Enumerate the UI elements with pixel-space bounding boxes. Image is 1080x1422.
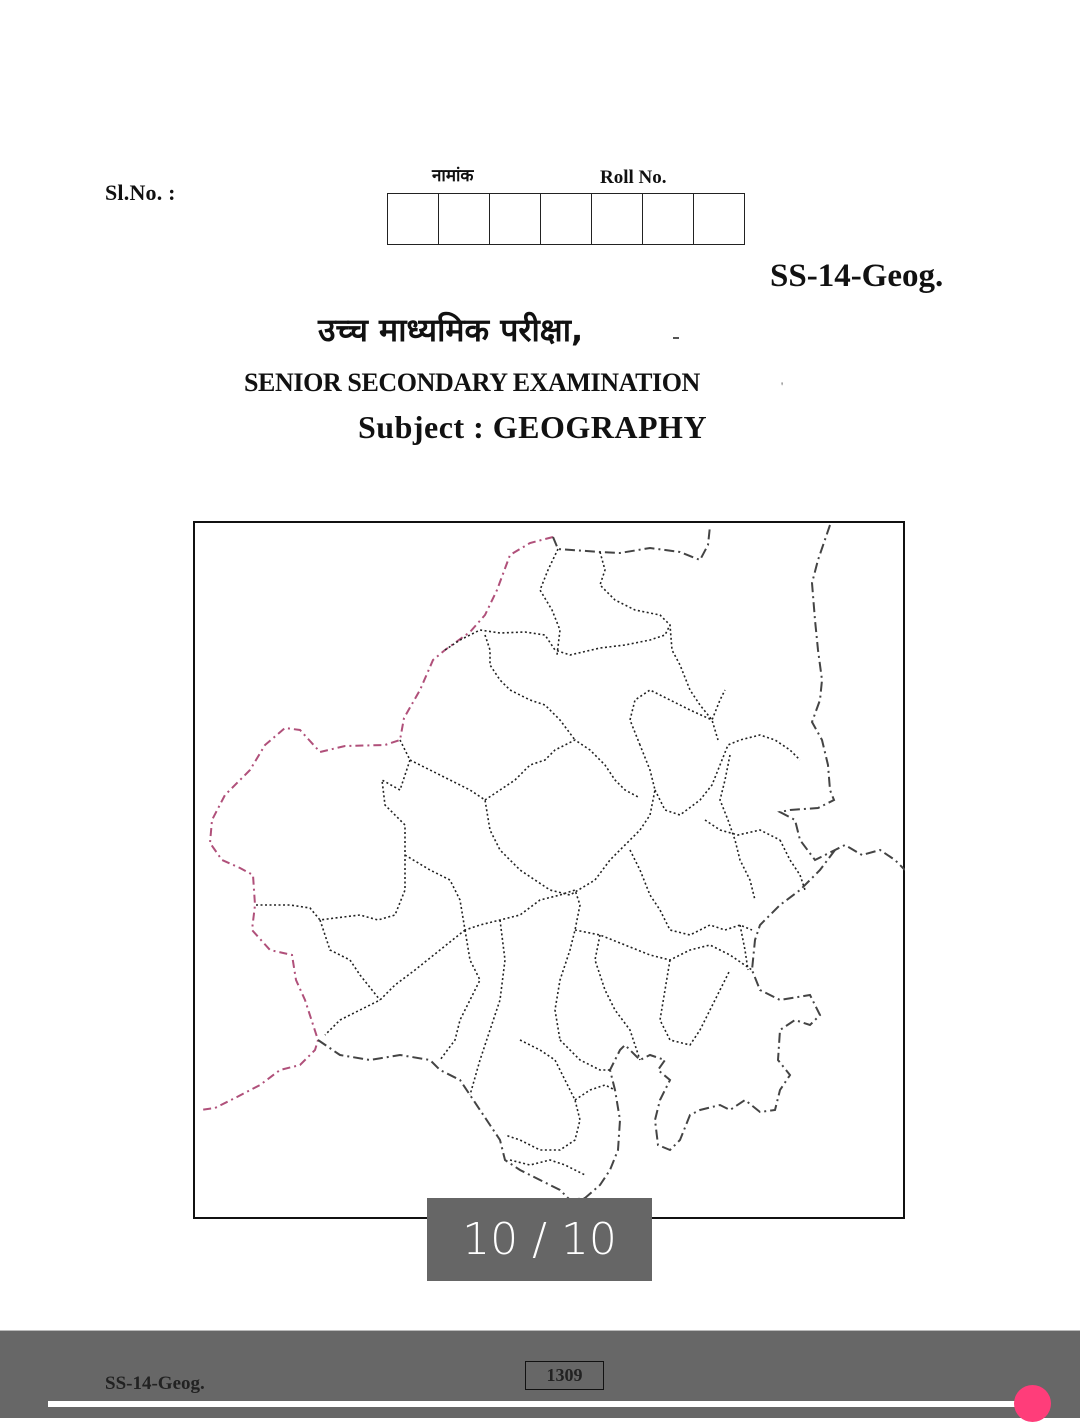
page-indicator: 10 / 10 (427, 1198, 652, 1281)
roll-digit-box (541, 194, 592, 244)
district-boundaries (255, 549, 805, 1175)
international-border (200, 537, 553, 1110)
exam-title-english: SENIOR SECONDARY EXAMINATION (244, 368, 700, 397)
roll-number-boxes (387, 193, 745, 245)
title-mark: ' (781, 379, 784, 393)
page-slider-thumb[interactable] (1014, 1385, 1051, 1422)
footer-paper-code: SS-14-Geog. (105, 1373, 205, 1394)
map-graphic (193, 521, 905, 1219)
subject-title: Subject : GEOGRAPHY (358, 409, 708, 445)
roll-digit-box (643, 194, 694, 244)
title-dash-mark (673, 337, 679, 339)
rajasthan-outline-map (193, 521, 905, 1219)
serial-number-label: Sl.No. : (105, 180, 176, 205)
state-border-north (553, 526, 710, 560)
roll-number-label: Roll No. (600, 167, 667, 188)
roll-digit-box (592, 194, 643, 244)
roll-number-label-hindi: नामांक (432, 166, 474, 186)
state-border-east (780, 525, 905, 870)
state-border-south (318, 1040, 570, 1200)
footer-page-number: 1309 (525, 1361, 604, 1390)
exam-title-hindi: उच्च माध्यमिक परीक्षा, (318, 311, 584, 349)
page-slider-track[interactable] (48, 1401, 1018, 1407)
roll-digit-box (694, 194, 744, 244)
roll-digit-box (388, 194, 439, 244)
paper-code: SS-14-Geog. (770, 258, 944, 294)
roll-digit-box (439, 194, 490, 244)
roll-digit-box (490, 194, 541, 244)
